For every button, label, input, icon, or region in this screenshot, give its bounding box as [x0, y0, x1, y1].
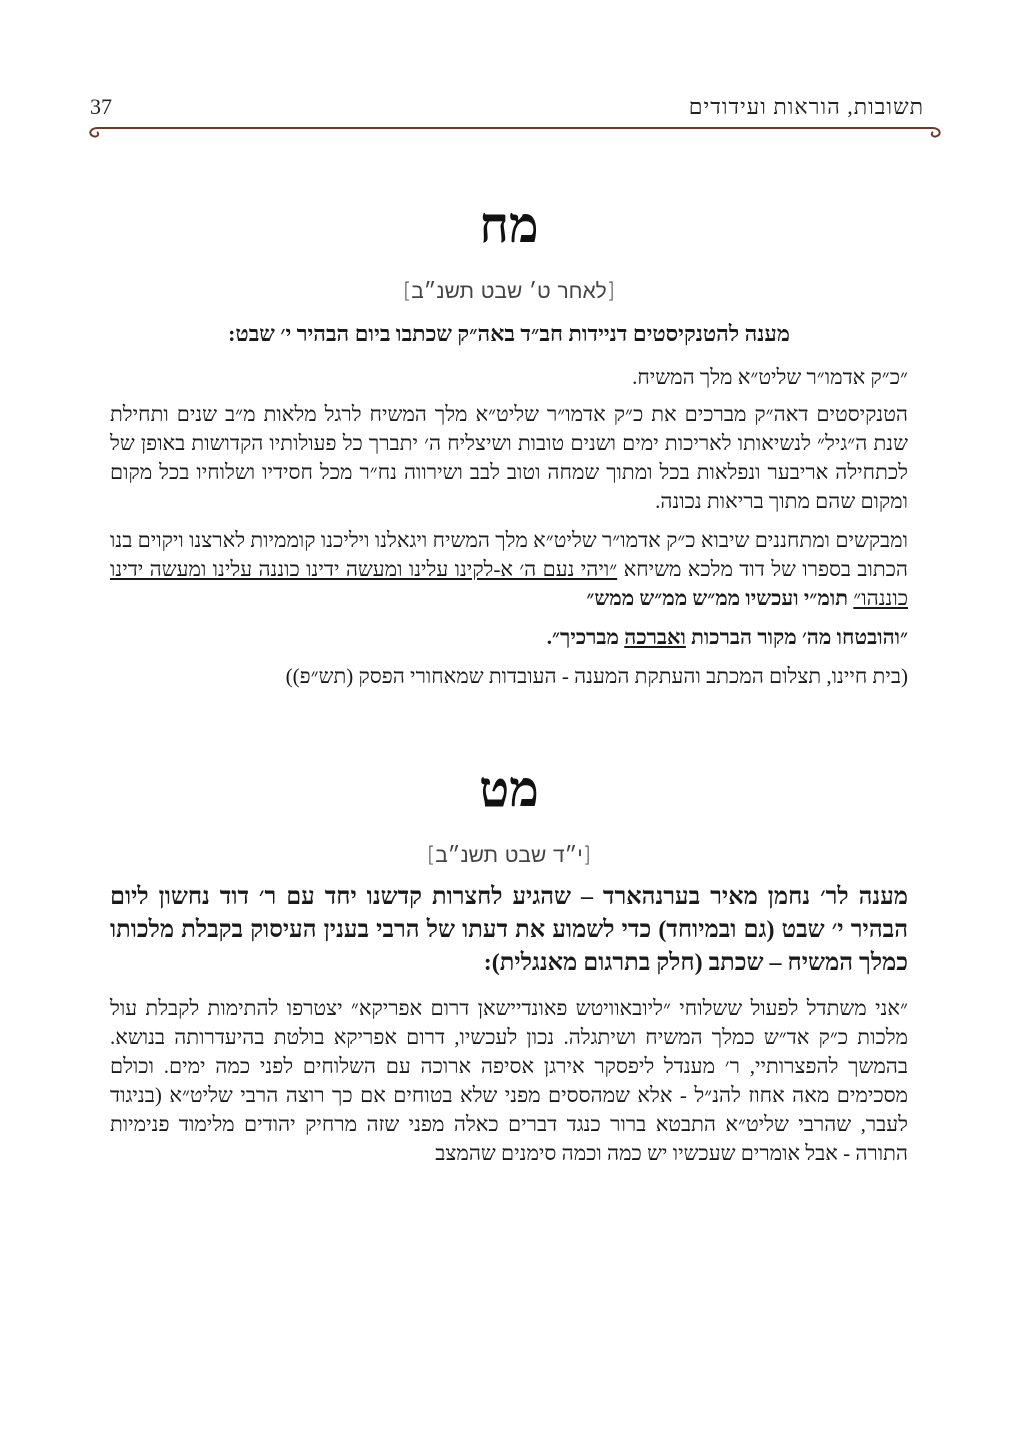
section-48: [110, 185, 908, 691]
page-number: 37: [90, 94, 112, 119]
verse-quote: ״ויהי נעם ה׳ א-לקינו עלינו ומעשה ידינו כוננה עלינו ומעשה ידינו כוננהו״: [110, 557, 908, 610]
reply-text: מברכיך״.: [546, 625, 625, 649]
reply-emphasis: ואברכה: [624, 625, 686, 649]
section-heading: מענה לר׳ נחמן מאיר בערנהארד – שהגיע לחצרות קדשנו יחד עם ר׳ דוד נחשון ליום הבהיר י׳ שבט (גם ובמיוחד) כדי לשמוע את דעתו של הרבי בענין העיסוק בקבלת מלכותו כמלך המשיח – שכתב (חלק בתרגום מאנגלית):: [110, 884, 908, 976]
section-date: [י״ד שבט תשנ״ב]: [427, 843, 591, 867]
source-citation: (בית חיינו, תצלום המכתב והעתקת המענה - העובדות שמאחורי הפסק (תש״פ)): [285, 664, 908, 688]
page-content: [110, 185, 908, 1178]
rebbe-reply: [110, 623, 908, 652]
letter-paragraph: הטנקיסטים דאה״ק מברכים את כ״ק אדמו״ר שליט״א מלך המשיח לרגל מלאות מ״ב שנים ותחילת שנת ה״גיל״ לנשיאותו לאריכות ימים ושנים טובות ושיצליח ה׳ יתברך כל פעולותיו הקדושות באופן של לכתחילה אריבער ונפלאות בכל ומתוך שמחה וטוב לבב ושירווה נח״ר מכל חסידיו ושלוחיו בכל מקום ומקום שהם מתוך בריאות נכונה.: [110, 402, 908, 513]
section-49: [110, 749, 908, 1168]
ornamental-rule: [86, 124, 944, 140]
paragraph-closing: תומ״י ועכשיו ממ״ש ממ״ש ממש״: [586, 586, 854, 610]
scroll-ornament-right-icon: [932, 128, 940, 137]
section-heading: מענה להטנקיסטים דניידות חב״ד באה״ק שכתבו ביום הבהיר י׳ שבט:: [228, 321, 790, 346]
letter-paragraph: [110, 526, 908, 613]
letter-salutation: ״כ״ק אדמו״ר שליט״א מלך המשיח.: [632, 365, 908, 389]
section-date: [לאחר ט׳ שבט תשנ״ב]: [403, 279, 615, 303]
scroll-ornament-left-icon: [90, 128, 98, 137]
paragraph-text: ומבקשים ומתחננים שיבוא כ״ק אדמו״ר שליט״א מלך המשיח ויגאלנו ויליכנו קוממיות לארצנו ויקוים בנו הכתוב בספרו של דוד מלכא משיחא: [110, 528, 909, 581]
letter-paragraph: ״אני משתדל לפעול ששלוחי ״ליובאוויטש פאונדיישאן דרום אפריקא״ יצטרפו להתימות לקבלת עול מלכות כ״ק אד״ש כמלך המשיח ושיתגלה. נכון לעכשיו, דרום אפריקא בולטת בהיעדרותה בנושא. בהמשך להפצרותיי, ר׳ מענדל ליפסקר אירגן אסיפה ארוכה עם השלוחים לפני כמה ימים. וכולם מסכימים מאה אחוז להנ״ל - אלא שמהססים מפני שלא בטוחים אם כך רוצה הרבי שליט״א (בניגוד לעבר, שהרבי שליט״א התבטא ברור כנגד דברים כאלה מפני שזה מרחיק יהודים מלימוד פנימיות התורה - אבל אומרים שעכשיו יש כמה וכמה סימנים שהמצב: [110, 996, 908, 1165]
section-number: מט: [479, 761, 539, 817]
page-header: [86, 92, 944, 140]
reply-text: ״והובטחו מה׳ מקור הברכות: [685, 625, 908, 649]
running-title: תשובות, הוראות ועידודים: [688, 94, 924, 119]
section-number: מח: [479, 197, 539, 253]
